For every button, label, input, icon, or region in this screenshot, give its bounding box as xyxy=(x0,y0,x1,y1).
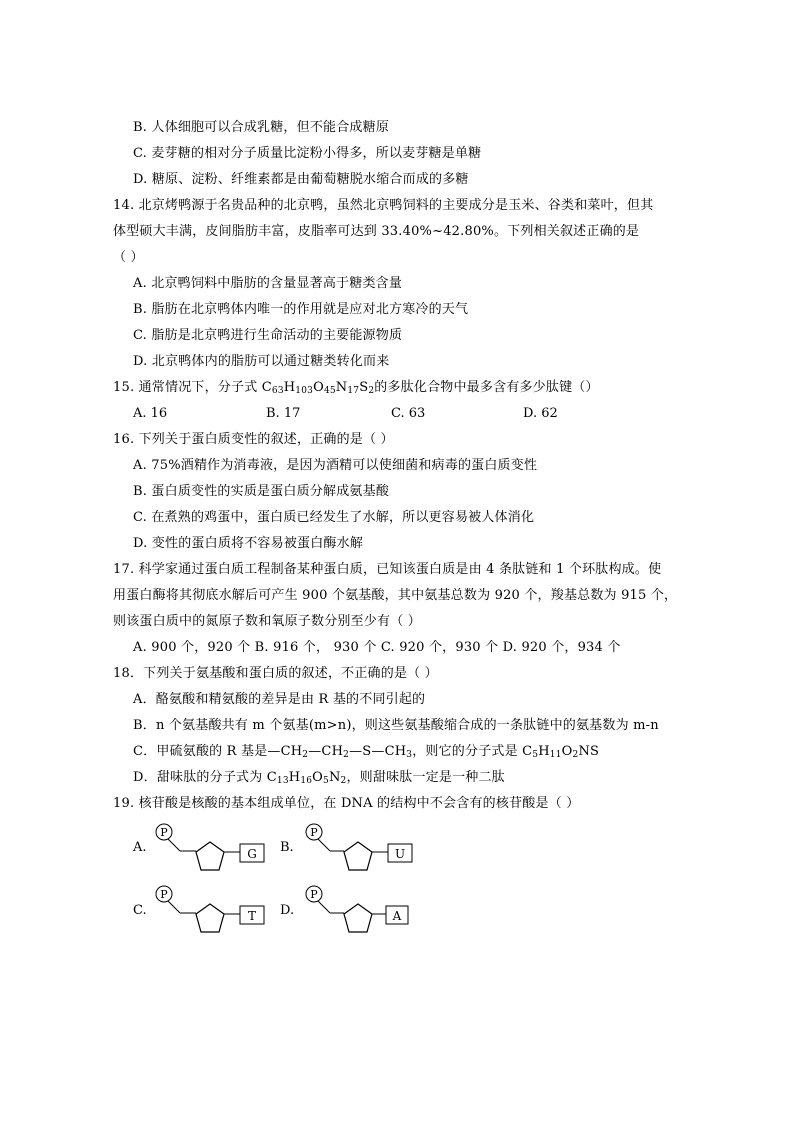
subscript: 2 xyxy=(340,776,347,786)
formula-part: O xyxy=(312,770,324,785)
subscript: 45 xyxy=(323,386,336,396)
subscript: 5 xyxy=(532,750,539,760)
q15-option-a: A. 16 xyxy=(133,406,168,421)
formula-part: H xyxy=(283,380,296,395)
q15-option-c: C. 63 xyxy=(391,406,426,421)
subscript: 2 xyxy=(343,750,350,760)
q16-option-c: C. 在煮熟的鸡蛋中，蛋白质已经发生了水解，所以更容易被人体消化 xyxy=(133,510,535,525)
q19-option-b-label: B. xyxy=(280,840,294,855)
q16-option-d: D. 变性的蛋白质将不容易被蛋白酶水解 xyxy=(133,536,364,551)
subscript: 2 xyxy=(302,750,309,760)
q14-option-d: D. 北京鸭体内的脂肪可以通过糖类转化而来 xyxy=(133,354,390,369)
q18-option-a: A．酪氨酸和精氨酸的差异是由 R 基的不同引起的 xyxy=(133,692,426,707)
formula-part: —S—CH xyxy=(349,744,407,759)
formula-part: O xyxy=(313,380,324,395)
subscript: 103 xyxy=(295,386,314,396)
q19-option-b-nucleotide xyxy=(300,820,420,880)
phosphate-label: P xyxy=(160,826,168,839)
subscript: 11 xyxy=(549,750,562,760)
q18-stem: 18．下列关于氨基酸和蛋白质的叙述，不正确的是（ ） xyxy=(113,666,438,681)
q17-stem-line2: 用蛋白酶将其彻底水解后可产生 900 个氨基酸，其中氨基总数为 920 个，羧基总数为 915 个， xyxy=(113,588,678,603)
formula-part: —CH xyxy=(308,744,344,759)
q14-option-a: A. 北京鸭饲料中脂肪的含量显著高于糖类含量 xyxy=(133,276,403,291)
q14-stem-line2: 体型硕大丰满，皮间脂肪丰富，皮脂率可达到 33.40%~42.80%。下列相关叙述正确的是 xyxy=(113,224,640,239)
q18-option-d-text: D．甜味肽的分子式为 C xyxy=(133,770,277,785)
q14-stem-line3: （ ） xyxy=(113,250,144,265)
q13-option-b: B. 人体细胞可以合成乳糖，但不能合成糖原 xyxy=(133,120,390,135)
q18-option-c-text: C．甲硫氨酸的 R 基是—CH xyxy=(133,744,303,759)
q14-option-c: C. 脂肪是北京鸭进行生命活动的主要能源物质 xyxy=(133,328,403,343)
q18-option-b: B．n 个氨基酸共有 m 个氨基(m>n)，则这些氨基酸缩合成的一条肽链中的氨基数为 m-n xyxy=(133,718,659,733)
subscript: 2 xyxy=(572,750,579,760)
q18-option-d-tail: ，则甜味肽一定是一种二肽 xyxy=(346,770,505,785)
q17-stem-line3: 则该蛋白质中的氮原子数和氧原子数分别至少有（ ） xyxy=(113,614,421,629)
q15-option-d: D. 62 xyxy=(523,406,558,421)
q19-option-a-label: A. xyxy=(133,840,147,855)
subscript: 3 xyxy=(406,750,413,760)
q19-option-c-label: C. xyxy=(133,903,147,918)
formula-part: N xyxy=(328,770,341,785)
base-label: U xyxy=(394,847,406,861)
q15-stem xyxy=(113,380,599,396)
q19-option-c-nucleotide xyxy=(150,882,270,942)
q16-stem: 16. 下列关于蛋白质变性的叙述，正确的是（ ） xyxy=(113,432,394,447)
q16-option-a: A. 75%酒精作为消毒液，是因为酒精可以使细菌和病毒的蛋白质变性 xyxy=(133,458,538,473)
base-label: A xyxy=(392,909,402,923)
base-label: G xyxy=(247,847,257,861)
subscript: 2 xyxy=(368,386,375,396)
base-label: T xyxy=(247,909,257,923)
q15-stem-text: 15. 通常情况下，分子式 C xyxy=(113,380,272,395)
subscript: 16 xyxy=(300,776,313,786)
q18-option-d xyxy=(133,770,505,786)
phosphate-label: P xyxy=(310,826,318,839)
formula-part: N xyxy=(335,380,348,395)
formula-part: H xyxy=(538,744,550,759)
q17-stem-line1: 17. 科学家通过蛋白质工程制备某种蛋白质，已知该蛋白质是由 4 条肽链和 1 个环肽构成。使 xyxy=(113,562,662,577)
q16-option-b: B. 蛋白质变性的实质是蛋白质分解成氨基酸 xyxy=(133,484,390,499)
formula-part: ，则它的分子式是 C xyxy=(412,744,533,759)
q15-stem-tail: 的多肽化合物中最多含有多少肽键（） xyxy=(374,380,599,395)
formula-part: H xyxy=(288,770,301,785)
q14-option-b: B. 脂肪在北京鸭体内唯一的作用就是应对北方寒冷的天气 xyxy=(133,302,469,317)
subscript: 17 xyxy=(347,386,360,396)
subscript: 63 xyxy=(271,386,284,396)
subscript: 13 xyxy=(276,776,289,786)
q19-option-d-nucleotide xyxy=(300,882,420,942)
q13-option-c: C. 麦芽糖的相对分子质量比淀粉小得多，所以麦芽糖是单糖 xyxy=(133,146,482,161)
q14-stem-line1: 14. 北京烤鸭源于名贵品种的北京鸭，虽然北京鸭饲料的主要成分是玉米、谷类和菜叶，但其 xyxy=(113,198,654,213)
subscript: 5 xyxy=(323,776,329,786)
q15-option-b: B. 17 xyxy=(266,406,301,421)
q19-option-d-label: D. xyxy=(280,903,295,918)
formula-part: NS xyxy=(578,744,600,759)
q19-stem: 19. 核苷酸是核酸的基本组成单位，在 DNA 的结构中不会含有的核苷酸是（ ） xyxy=(113,796,580,811)
formula-part: S xyxy=(359,380,369,395)
q19-option-a-nucleotide xyxy=(150,820,270,880)
q13-option-d: D. 糖原、淀粉、纤维素都是由葡萄糖脱水缩合而成的多糖 xyxy=(133,172,469,187)
phosphate-label: P xyxy=(160,888,168,901)
phosphate-label: P xyxy=(310,888,318,901)
formula-part: O xyxy=(561,744,573,759)
q17-options: A. 900 个，920 个 B. 916 个， 930 个 C. 920 个，930 个 D. 920 个，934 个 xyxy=(133,640,621,655)
q18-option-c xyxy=(133,744,599,760)
